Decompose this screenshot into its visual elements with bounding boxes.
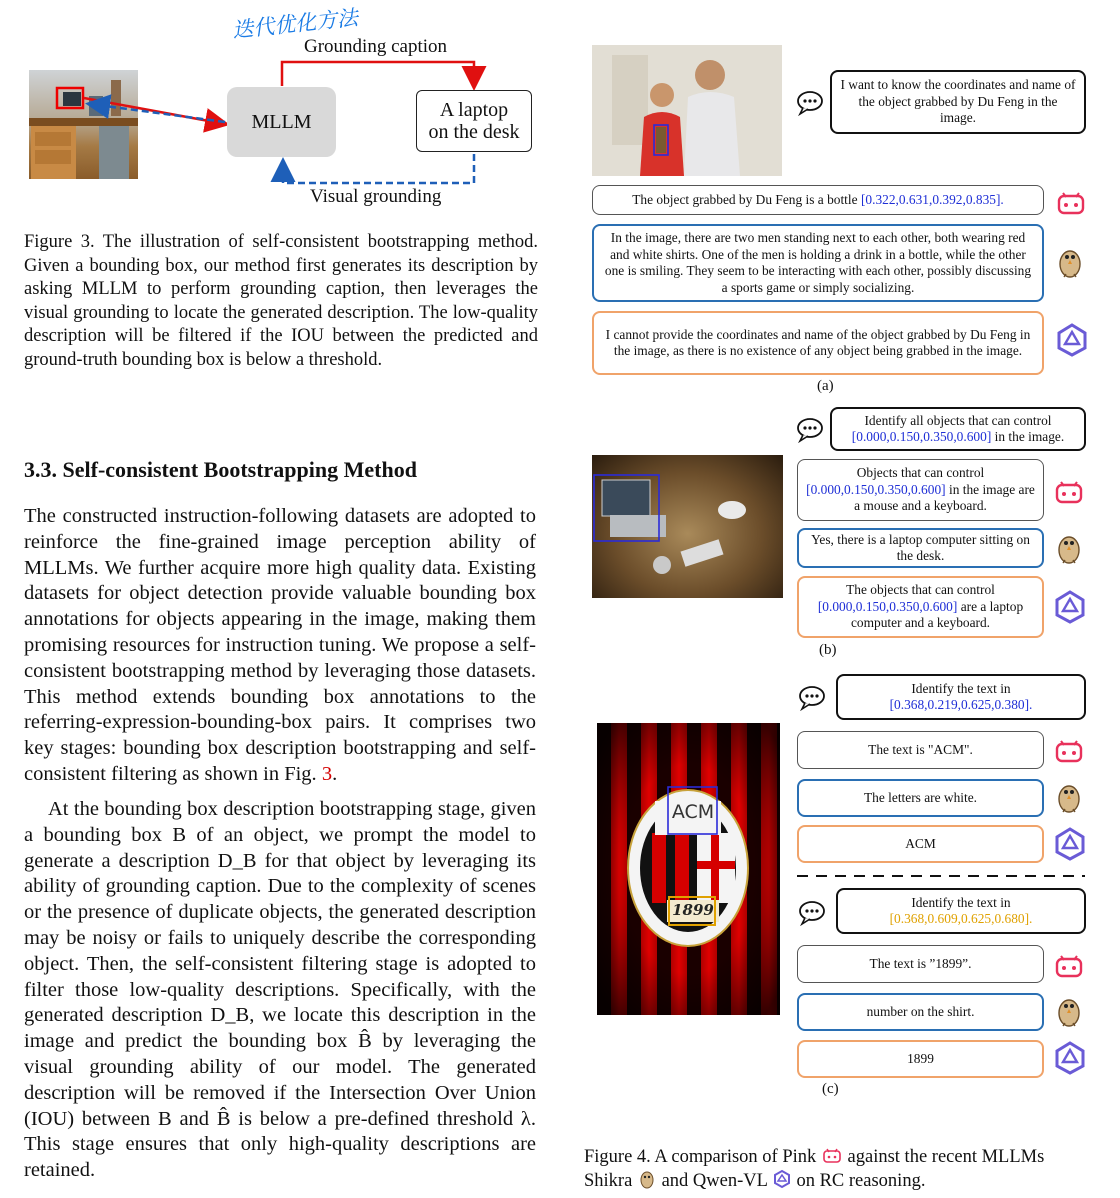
pink-robot-icon xyxy=(1053,950,1085,978)
logo-text-acm: ACM xyxy=(671,801,715,823)
question-c1-pre: Identify the text in xyxy=(911,680,1011,696)
figure3-caption-body: Given a bounding box, our method first generates its description by asking MLLM to perform grounding caption, then leverages the visual grounding to locate the generated description. The low-quality description will be filtered if the IOU between the predicted and ground-truth bounding box is below a threshold. xyxy=(24,255,538,370)
pink-answer-a xyxy=(592,185,1044,215)
question-speech-icon xyxy=(795,415,827,443)
figure4-caption xyxy=(584,1145,1114,1193)
qwen-star-icon xyxy=(772,1169,792,1189)
qwen-answer-c2: 1899 xyxy=(797,1040,1044,1078)
section-paragraph-1 xyxy=(24,504,536,788)
pink-robot-icon xyxy=(1053,735,1085,763)
question-c2-coords: [0.368,0.609,0.625,0.680]. xyxy=(889,911,1033,926)
qwen-star-icon xyxy=(1052,826,1088,862)
photo-desk-laptop-drawing xyxy=(592,455,783,598)
figure4-caption-line1 xyxy=(584,1145,1114,1169)
photo-two-men-drawing xyxy=(592,45,782,176)
caption-line1-b: against the recent MLLMs xyxy=(847,1147,1045,1167)
pink-robot-icon xyxy=(1055,187,1087,215)
pink-answer-b-post: in the image are a mouse and a keyboard. xyxy=(854,481,1035,514)
question-c2-pre: Identify the text in xyxy=(911,894,1011,910)
question-bubble-c1 xyxy=(836,674,1086,720)
grounding-caption-label: Grounding caption xyxy=(304,36,448,57)
question-bubble-a: I want to know the coordinates and name of the object grabbed by Du Feng in the image. xyxy=(830,70,1086,134)
pink-answer-b-pre: Objects that can control xyxy=(856,465,985,481)
caption-line2-a: Shikra xyxy=(584,1171,633,1191)
section-paragraph-2: At the bounding box description bootstrapping stage, given a bounding box B of an object, we prompt the model to generate a description D_B for that object by leveraging its ability of grounding caption. Due to the complexity of scenes or the presence of duplicate objects, the generated description may be noisy or fails to uniquely describe the corresponding object. Then, the self-consistent filtering stage is adopted to filter those low-quality descriptions. Specifically, with the generated description D_B, we locate this description in the image and predict the bounding box B̂ by leveraging the visual grounding ability of our model. The generated description will be removed if the Intersection Over Union (IOU) between B and B̂ is below a pre-defined threshold λ. This stage ensures that only high-quality descriptions are retained. xyxy=(24,798,536,1182)
pink-answer-a-coords: [0.322,0.631,0.392,0.835]. xyxy=(860,191,1004,207)
figure3-caption-title: The illustration of self-consistent bootstrapping method. xyxy=(102,232,538,252)
figure3-caption xyxy=(24,231,538,373)
qwen-answer-b xyxy=(797,576,1044,638)
photo-acm-logo xyxy=(597,723,780,1015)
question-c1-coords: [0.368,0.219,0.625,0.380]. xyxy=(889,697,1033,712)
paragraph-1-end: . xyxy=(332,762,338,785)
section-heading: 3.3. Self-consistent Bootstrapping Method xyxy=(24,457,417,482)
figure-reference-link[interactable]: 3 xyxy=(321,762,333,785)
visual-grounding-label: Visual grounding xyxy=(310,186,442,207)
question-speech-icon xyxy=(797,898,829,926)
acm-logo-drawing xyxy=(597,723,780,1015)
output-description-box xyxy=(416,90,532,152)
qwen-answer-a: I cannot provide the coordinates and name of the object grabbed by Du Feng in the image, as there is no existence of any object being grabbed in the image. xyxy=(592,311,1044,375)
output-line1: A laptop xyxy=(439,99,509,121)
caption-line1-a: Figure 4. A comparison of Pink xyxy=(584,1147,817,1167)
pink-answer-b xyxy=(797,459,1044,521)
pink-robot-icon xyxy=(1053,476,1085,504)
qwen-answer-b-pre: The objects that can control xyxy=(846,582,995,598)
shikra-answer-b: Yes, there is a laptop computer sitting on the desk. xyxy=(797,528,1044,568)
question-b-coords: [0.000,0.150,0.350,0.600] xyxy=(851,429,992,444)
photo-two-men xyxy=(592,45,782,176)
shikra-answer-c2: number on the shirt. xyxy=(797,993,1044,1031)
qwen-star-icon xyxy=(1052,589,1088,625)
question-b-pre: Identify all objects that can control xyxy=(864,412,1052,428)
figure4-caption-line2 xyxy=(584,1169,1114,1193)
logo-text-1899: 1899 xyxy=(672,901,714,919)
pink-robot-icon xyxy=(821,1146,843,1164)
figure3-caption-label: Figure 3. xyxy=(24,232,95,252)
question-speech-icon xyxy=(797,683,829,711)
shikra-bird-icon xyxy=(1053,779,1085,815)
qwen-star-icon xyxy=(1052,1040,1088,1076)
qwen-answer-b-post: are a laptop computer and a keyboard. xyxy=(850,598,1024,631)
shikra-bird-icon xyxy=(1053,993,1085,1029)
caption-line2-c: on RC reasoning. xyxy=(796,1171,926,1191)
question-b-post: in the image. xyxy=(994,429,1065,444)
shikra-bird-icon xyxy=(637,1169,657,1189)
question-bubble-b xyxy=(830,407,1086,451)
caption-line2-b: and Qwen-VL xyxy=(661,1171,768,1191)
subfigure-a-label: (a) xyxy=(817,378,834,394)
subfigure-c-label: (c) xyxy=(822,1081,839,1097)
qwen-answer-b-coords: [0.000,0.150,0.350,0.600] xyxy=(817,598,958,614)
paragraph-1-text: The constructed instruction-following datasets are adopted to reinforce the fine-grained image perception ability of MLLMs. We further acquire more high quality data. Existing datasets for object detection provide valuable bounding box annotations for objects appearing in the image, making them promising resources for instruction tuning. We propose a self-consistent bootstrapping method by leveraging those datasets. This method extends bounding box annotations to the referring-expression-bounding-box pairs. It comprises two key stages: bounding box description bootstrapping and self-consistent filtering as shown in Fig. xyxy=(24,505,536,785)
question-speech-icon xyxy=(795,88,827,116)
qwen-answer-c1: ACM xyxy=(797,825,1044,863)
output-line2: on the desk xyxy=(428,121,520,143)
question-bubble-c2 xyxy=(836,888,1086,934)
pink-answer-c2: The text is ”1899”. xyxy=(797,945,1044,983)
shikra-bird-icon xyxy=(1054,244,1086,280)
shikra-bird-icon xyxy=(1053,530,1085,566)
subfigure-b-label: (b) xyxy=(819,642,837,658)
separator-dashed-line xyxy=(797,872,1087,880)
output-description-text xyxy=(428,99,519,143)
shikra-answer-a: In the image, there are two men standing next to each other, both wearing red and white shirts. One of the men is holding a drink in a bottle, while the other one is smiling. They seem to be interacting with each other, possibly discussing a sports game or simply socializing. xyxy=(592,224,1044,302)
pink-answer-c1: The text is "ACM". xyxy=(797,731,1044,769)
mllm-box: MLLM xyxy=(227,87,336,157)
pink-answer-b-coords: [0.000,0.150,0.350,0.600] xyxy=(806,481,946,497)
pink-answer-a-text: The object grabbed by Du Feng is a bottle xyxy=(632,191,858,207)
qwen-star-icon xyxy=(1054,322,1090,358)
handwritten-annotation: 迭代优化方法 xyxy=(231,5,360,43)
photo-desk-laptop xyxy=(592,455,783,598)
shikra-answer-c1: The letters are white. xyxy=(797,779,1044,817)
